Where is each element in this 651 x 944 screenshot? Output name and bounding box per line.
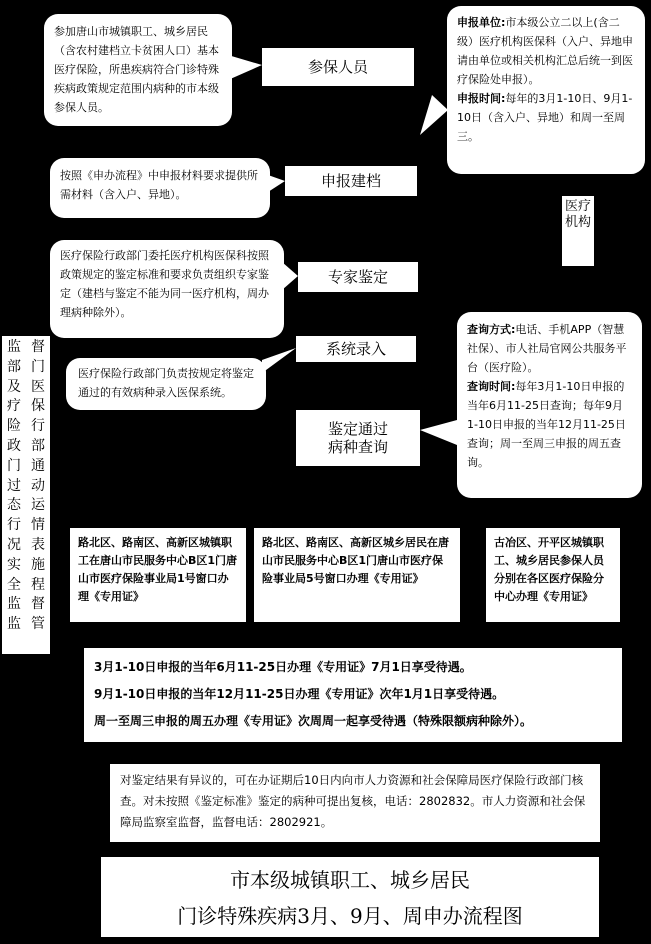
participants-note: 参加唐山市城镇职工、城乡居民（含农村建档立卡贫困人口）基本医疗保险，所患疾病符合门诊特殊疾病政策规定范围内病种的市本级参保人员。 xyxy=(44,14,232,126)
step-query: 鉴定通过 病种查询 xyxy=(296,410,420,466)
step-expert: 专家鉴定 xyxy=(298,262,418,292)
office-box-1: 路北区、路南区、高新区城镇职工在唐山市民服务中心B区1门唐山市医疗保险事业局1号窗口办理《专用证》 xyxy=(70,528,246,622)
page-title: 市本级城镇职工、城乡居民 门诊特殊疾病3月、9月、周申办流程图 xyxy=(100,856,600,938)
query-note: 查询方式:电话、手机APP（智慧社保）、市人社局官网公共服务平台（医疗险）。 查询时间:每年3月1-10日申报的当年6月11-25日查询；每年9月1-10日申报的当年12月11-25日查询；周一至周三申报的周五查询。 xyxy=(457,312,642,498)
step-apply: 申报建档 xyxy=(285,166,417,196)
medical-institution-label: 医疗机构 xyxy=(562,196,594,266)
supervision-column-left: 监部及疗险政门过态行况实全监监 xyxy=(2,336,26,654)
apply-note: 按照《申办流程》中申报材料要求提供所需材料（含入户、异地）。 xyxy=(50,158,270,218)
step-participants: 参保人员 xyxy=(262,48,414,86)
office-box-3: 古冶区、开平区城镇职工、城乡居民参保人员分别在各区医疗保险分中心办理《专用证》 xyxy=(486,528,620,622)
supervision-column-right: 督门医保行部通动运情表施程督管 xyxy=(26,336,50,654)
schedule-summary: 3月1-10日申报的当年6月11-25日办理《专用证》7月1日享受待遇。 9月1-10日申报的当年12月11-25日办理《专用证》次年1月1日享受待遇。 周一至周三申报的周五办理《专用证》次周周一起享受待遇（特殊限额病种除外）。 xyxy=(84,648,622,742)
declare-unit-note: 申报单位:市本级公立二以上(含二级）医疗机构医保科（入户、异地申请由单位或相关机构汇总后统一到医疗保险处申报）。 申报时间:每年的3月1-10日、9月1-10日（含入户、异地）和周一至周三。 xyxy=(447,6,645,174)
entry-note: 医疗保险行政部门负责按规定将鉴定通过的有效病种录入医保系统。 xyxy=(66,358,266,410)
expert-note: 医疗保险行政部门委托医疗机构医保科按照政策规定的鉴定标准和要求负责组织专家鉴定（建档与鉴定不能为同一医疗机构，周办理病种除外）。 xyxy=(50,240,284,338)
step-system-entry: 系统录入 xyxy=(296,336,416,362)
office-box-2: 路北区、路南区、高新区城乡居民在唐山市民服务中心B区1门唐山市医疗保险事业局5号窗口办理《专用证》 xyxy=(254,528,460,622)
objection-note: 对鉴定结果有异议的，可在办证期后10日内向市人力资源和社会保障局医疗保险行政部门核查。对未按照《鉴定标准》鉴定的病种可提出复核，电话：2802832。市人力资源和社会保障局监察室监督，监督电话：2802921。 xyxy=(110,764,600,842)
